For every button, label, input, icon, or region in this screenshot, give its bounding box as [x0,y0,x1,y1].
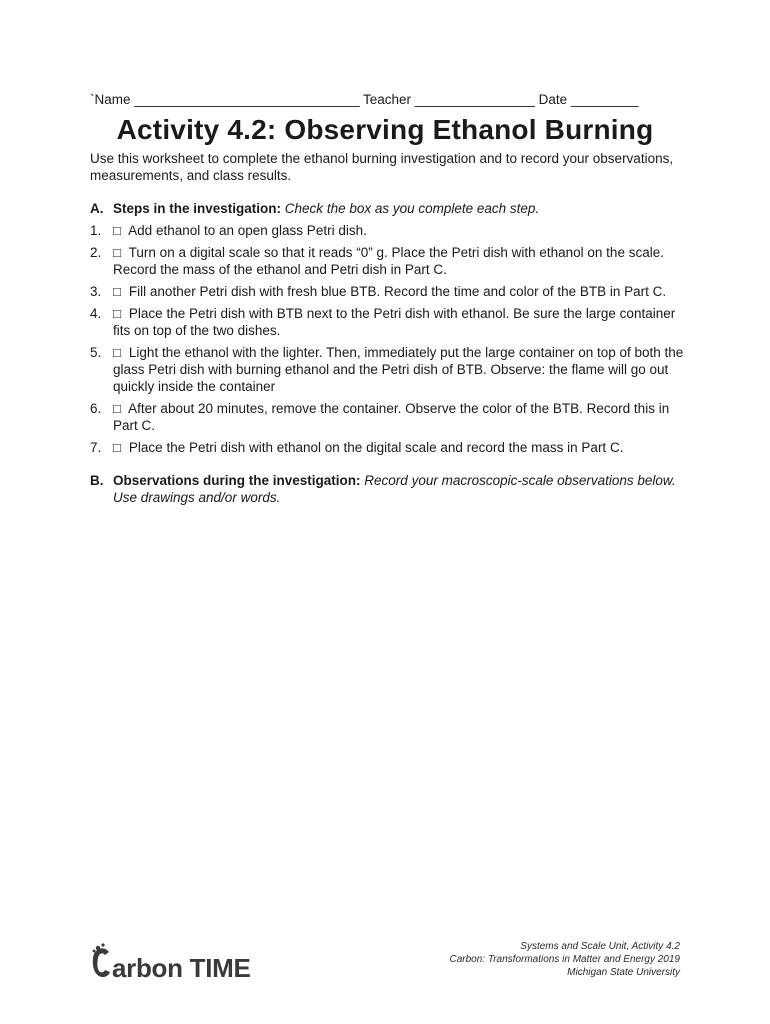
step-checkbox[interactable]: □ [113,306,122,321]
step-item [90,439,690,456]
step-item [90,305,690,339]
step-number: 3. [90,284,102,299]
section-b [90,472,690,506]
step-text: Place the Petri dish with BTB next to the Petri dish with ethanol. Be sure the large container fits on top of the two dishes. [113,306,676,338]
step-checkbox[interactable]: □ [113,440,122,455]
step-number: 1. [90,223,102,238]
section-b-title: Observations during the investigation: [113,473,361,488]
step-item [90,222,690,239]
step-item [90,400,690,434]
carbon-time-logo [90,936,251,984]
carbon-c-icon [90,942,112,984]
university-line: Michigan State University [567,967,680,978]
section-b-note: Record your macroscopic-scale observations below. Use drawings and/or words. [113,473,676,505]
step-checkbox[interactable]: □ [113,284,122,299]
step-checkbox[interactable]: □ [113,245,122,260]
course-line: Carbon: Transformations in Matter and Energy 2019 [449,954,680,965]
step-text: After about 20 minutes, remove the container. Observe the color of the BTB. Record this in Part C. [113,401,670,433]
section-a-title: Steps in the investigation: [113,201,282,216]
step-text: Light the ethanol with the lighter. Then, immediately put the large container on top of both the glass Petri dish with burning ethanol and the Petri dish of BTB. Observe: the flame will go out quickly inside the container [113,345,684,394]
step-text: Turn on a digital scale so that it reads “0” g. Place the Petri dish with ethanol on the scale. Record the mass of the ethanol and Petri dish in Part C. [113,245,664,277]
section-a-letter: A. [90,201,104,216]
section-b-heading [90,472,690,506]
intro-text: Use this worksheet to complete the ethanol burning investigation and to record your observations, measurements, and class results. [90,151,674,183]
step-number: 5. [90,345,102,360]
step-item [90,244,690,278]
step-number: 7. [90,440,102,455]
step-text: Add ethanol to an open glass Petri dish. [128,223,367,238]
step-checkbox[interactable]: □ [113,401,122,416]
section-a-heading [90,200,690,217]
step-item [90,283,690,300]
page-title: Activity 4.2: Observing Ethanol Burning [116,114,654,145]
step-checkbox[interactable]: □ [113,223,122,238]
section-a-note: Check the box as you complete each step. [284,201,540,216]
step-number: 4. [90,306,102,321]
step-text: Place the Petri dish with ethanol on the digital scale and record the mass in Part C. [128,440,624,455]
section-b-letter: B. [90,473,104,488]
step-number: 2. [90,245,102,260]
step-item [90,344,690,395]
unit-line: Systems and Scale Unit, Activity 4.2 [520,941,680,952]
step-text: Fill another Petri dish with fresh blue BTB. Record the time and color of the BTB in Part C. [128,284,667,299]
step-number: 6. [90,401,102,416]
steps-list [90,222,690,456]
name-teacher-date-line[interactable]: `Name ______________________________ Teacher ________________ Date _________ [90,92,639,107]
section-a [90,200,690,461]
step-checkbox[interactable]: □ [113,345,122,360]
footer-info [450,940,681,979]
logo-text: arbon TIME [112,953,251,983]
